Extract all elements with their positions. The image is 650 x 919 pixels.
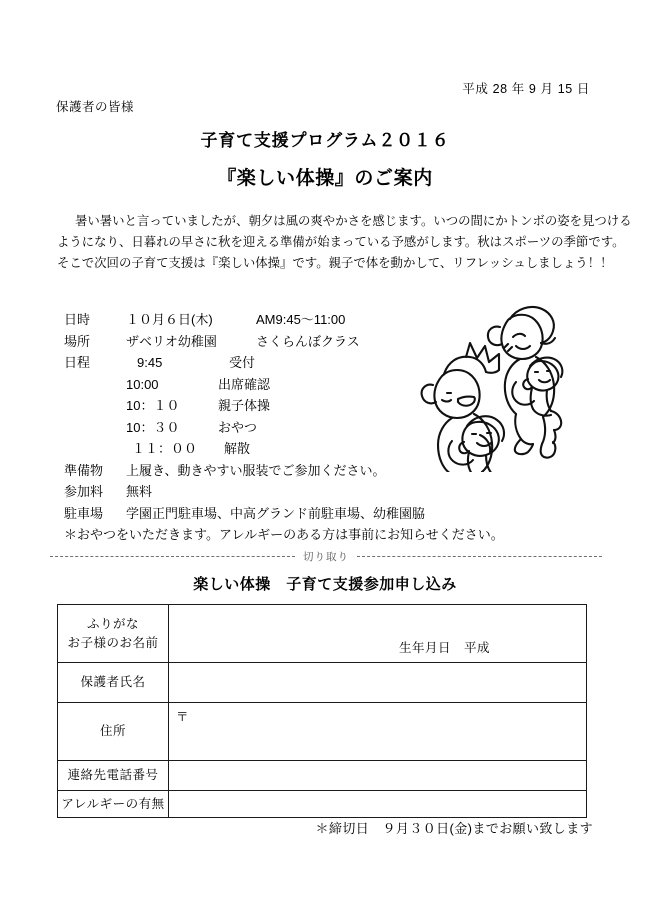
body-line: 暑い暑いと言っていましたが、朝夕は風の爽やかさを感じます。いつの間にかトンボの姿を見つける [75,214,632,228]
detail-label: 駐車場 [64,505,104,521]
table-row [58,761,587,791]
row-label-phone: 連絡先電話番号 [58,761,169,791]
table-row [58,605,587,663]
family-exercise-illustration [420,300,600,472]
birthdate-note: 生年月日 平成 [399,641,491,655]
schedule-time: 9:45 [137,355,163,370]
detail-label: 場所 [64,333,91,349]
detail-value-place: ザベリオ幼稚園 [126,333,217,349]
detail-value-date: １０月６日(木) [126,312,213,327]
table-row [58,703,587,761]
row-label-child-name [58,605,169,663]
addressee-line: 保護者の皆様 [56,100,135,114]
row-label-guardian-name: 保護者氏名 [58,663,169,703]
body-line: そこで次回の子育て支援は『楽しい体操』です。親子で体を動かして、リフレッシュしましょう！！ [57,256,613,270]
row-label-line1: ふりがな [86,616,139,631]
application-form-table [57,604,587,818]
detail-row-parking [64,503,504,525]
detail-label: 日時 [64,312,91,327]
page-title: 子育て支援プログラム２０１６ [200,131,450,150]
allergy-note: ＊おやつをいただきます。アレルギーのある方は事前にお知らせください。 [64,527,504,542]
detail-value: 無料 [126,484,153,499]
deadline-note: ＊締切日 ９月３０日(金)までお願い致します [315,821,593,836]
table-row [58,791,587,818]
row-field-allergy[interactable] [169,791,587,818]
cut-line-label: 切り取り [303,550,349,563]
detail-row-fee [64,481,504,503]
detail-value-time: AM9:45〜11:00 [256,312,346,327]
table-row [58,663,587,703]
row-field-child-name[interactable] [169,605,587,663]
postal-code-icon: 〒 [176,710,189,724]
schedule-label: 日程 [64,355,91,370]
detail-label: 準備物 [64,462,104,478]
body-line: ようになり、日暮れの早さに秋を迎える準備が始まっている予感がします。秋はスポーツの季節です。 [57,235,625,249]
form-title: 楽しい体操 子育て支援参加申し込み [193,576,457,593]
row-label-allergy: アレルギーの有無 [58,791,169,818]
cut-dash-left [50,556,295,557]
body-paragraph [57,211,632,274]
cut-dash-right [357,556,602,557]
detail-value: 上履き、動きやすい服装でご参加ください。 [126,462,386,478]
cut-line [50,548,602,564]
schedule-time: １１：００ [132,441,198,456]
row-field-guardian-name[interactable] [169,663,587,703]
schedule-activity: 出席確認 [218,376,271,392]
detail-value-class: さくらんぼクラス [256,333,360,349]
schedule-activity: 解散 [224,441,251,456]
document-date: 平成 28 年 9 月 15 日 [462,82,590,96]
schedule-activity: 親子体操 [218,398,271,413]
schedule-time: 10：１０ [126,398,180,413]
detail-value: 学園正門駐車場、中高グランド前駐車場、幼稚園脇 [126,505,426,521]
schedule-activity: 受付 [229,355,256,370]
schedule-time: 10：３０ [126,419,180,435]
page-subtitle: 『楽しい体操』のご案内 [217,168,433,189]
row-field-phone[interactable] [169,761,587,791]
row-field-address[interactable] [169,703,587,761]
row-label-address: 住所 [58,703,169,761]
row-label-line2: お子様のお名前 [67,635,159,650]
schedule-activity: おやつ [218,419,258,435]
schedule-time: 10:00 [126,376,159,392]
detail-label: 参加料 [64,484,104,499]
